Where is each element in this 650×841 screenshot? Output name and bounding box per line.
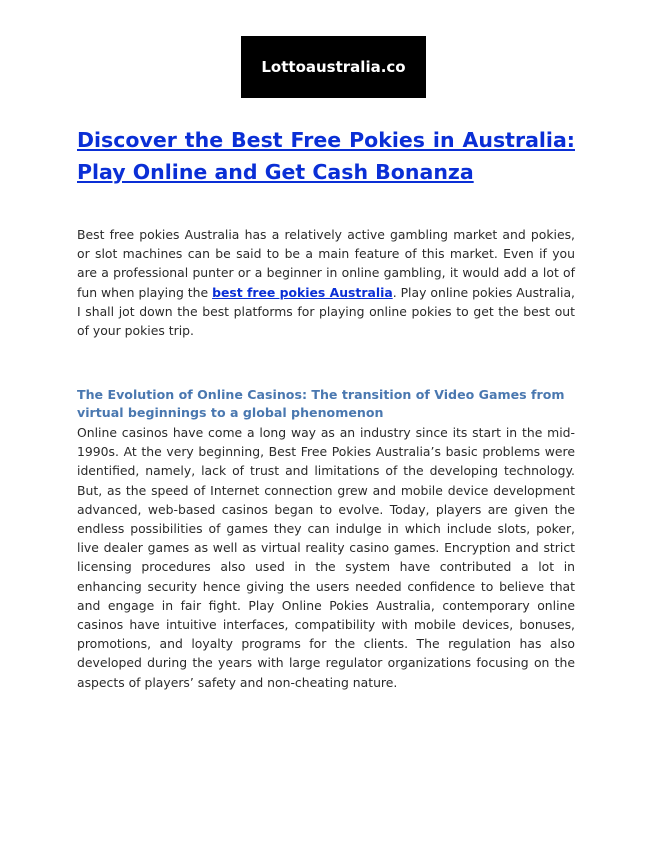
best-free-pokies-link[interactable]: best free pokies Australia	[212, 284, 393, 300]
logo-text: Lottoaustralia.co	[261, 58, 406, 76]
intro-paragraph	[77, 225, 575, 340]
intro-text-before: Best free pokies Australia has a relatively active gambling market and pokies, or slot machines can be said to be a main feature of this market. Even if you are a professional punter or a beginner in online gambling, it would add a lot of fun when playing the	[77, 227, 575, 300]
title-link[interactable]: Discover the Best Free Pokies in Australia: Play Online and Get Cash Bonanza	[77, 128, 575, 184]
section-heading: The Evolution of Online Casinos: The transition of Video Games from virtual beginnings to a global phenomenon	[77, 387, 565, 420]
section-body: Online casinos have come a long way as an industry since its start in the mid-1990s. At the very beginning, Best Free Pokies Australia’s basic problems were identified, namely, lack of trust and limitations of the developing technology. But, as the speed of Internet connection grew and mobile device development advanced, web-based casinos began to evolve. Today, players are given the endless possibilities of games they can indulge in which include slots, poker, live dealer games as well as virtual reality casino games. Encryption and strict licensing procedures also used in the system have contributed a lot in enhancing security hence giving the users needed confidence to believe that and engage in fair fight. Play Online Pokies Australia, contemporary online casinos have intuitive interfaces, compatibility with mobile devices, bonuses, promotions, and loyalty programs for the clients. The regulation has also developed during the years with large regulator organizations focusing on the aspects of players’ safety and non-cheating nature.	[77, 425, 575, 690]
site-logo	[241, 36, 426, 98]
page-title	[77, 124, 575, 188]
intro-text-after: . Play online pokies Australia, I shall jot down the best platforms for playing online pokies to get the best out of your pokies trip.	[77, 284, 575, 339]
